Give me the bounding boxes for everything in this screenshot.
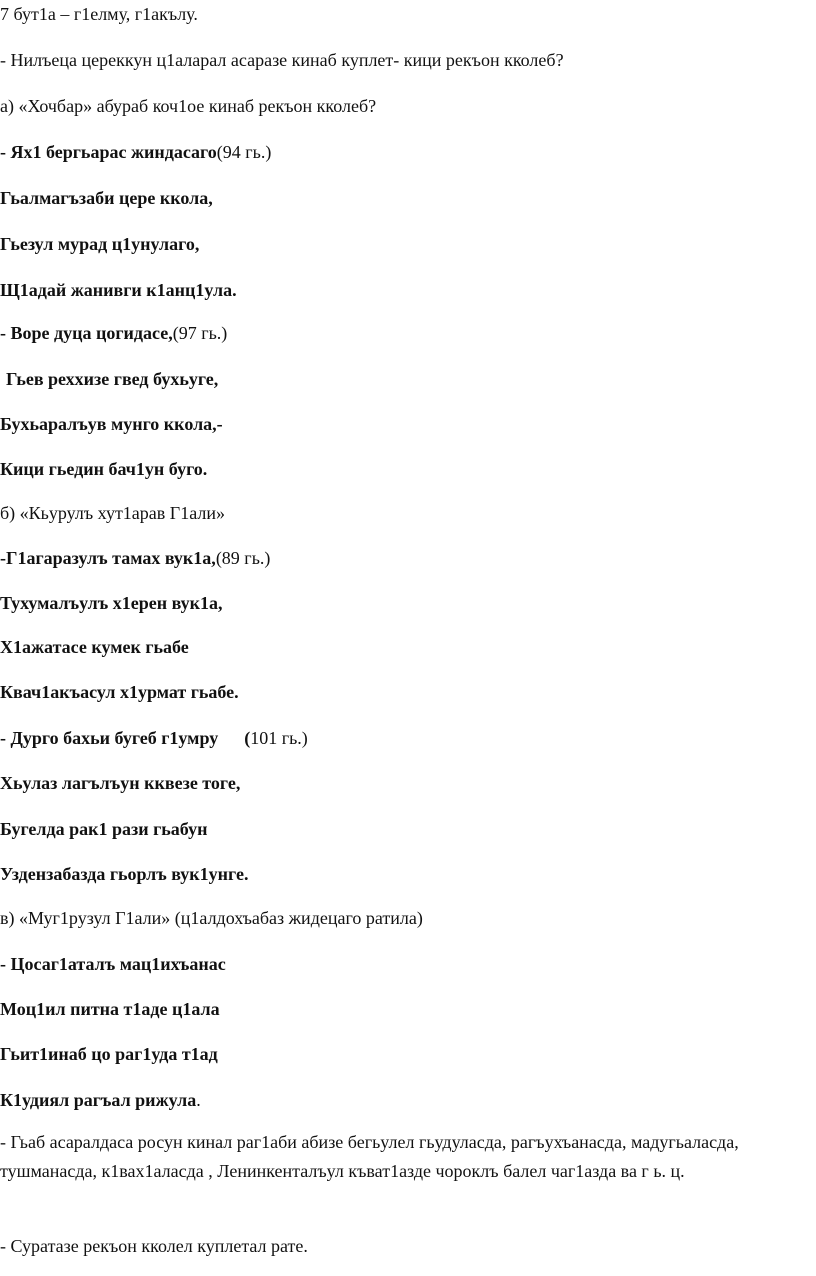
line-17-bold: - Дурго бахьи бугеб г1умру [0, 728, 219, 748]
line-13 [0, 547, 270, 569]
line-16: Квач1акъасул х1урмат гьабе. [0, 682, 239, 702]
line-2: - Нилъеца цереккун ц1аларал асаразе кинаб куплет- кици рекъон кколеб? [0, 50, 564, 70]
line-17 [0, 727, 308, 749]
line-10: Бухьаралъув мунго ккола,- [0, 414, 223, 434]
line-17-paren: ( [244, 728, 251, 748]
line-24: Гьит1инаб цо раг1уда т1ад [0, 1044, 218, 1064]
line-4-note: (94 гь.) [216, 142, 272, 162]
line-12: б) «Кьурулъ хут1арав Г1али» [0, 503, 225, 523]
line-14: Тухумалъулъ х1ерен вук1а, [0, 593, 223, 613]
line-25-bold: К1удиял рагъал рижула [0, 1090, 197, 1110]
line-22: - Цосаг1аталъ мац1ихъанас [0, 954, 226, 974]
line-21: в) «Муг1рузул Г1али» (ц1алдохъабаз жидецаго ратила) [0, 908, 423, 928]
line-8 [0, 322, 227, 344]
line-7: Щ1адай жанивги к1анц1ула. [0, 280, 237, 300]
line-23: Моц1ил питна т1аде ц1ала [0, 999, 220, 1019]
line-17-note: 101 гь.) [250, 728, 308, 748]
line-25-dot: . [196, 1090, 201, 1110]
line-5: Гьалмагъзаби цере ккола, [0, 188, 213, 208]
line-4 [0, 141, 271, 163]
line-20: Уздензабазда гьорлъ вук1унге. [0, 864, 249, 884]
line-6: Гьезул мурад ц1унулаго, [0, 234, 200, 254]
line-15: Х1ажатасе кумек гьабе [0, 637, 189, 657]
line-4-bold: - Ях1 бергьарас жиндасаго [0, 142, 217, 162]
line-25 [0, 1089, 201, 1111]
line-3: а) «Хочбар» абураб коч1ое кинаб рекъон кколеб? [0, 96, 377, 116]
paragraph-26: - Гьаб асаралдаса росун кинал раг1аби абизе бегьулел гьудуласда, рагъухъанасда, мадугьаласда, тушманасда, к1вах1аласда , Ленинкенталъул къват1азде чороклъ балел чаг1азда ва г ь. ц. [0, 1132, 739, 1181]
line-1: 7 бут1а – г1елму, г1акълу. [0, 4, 198, 24]
line-19: Бугелда рак1 рази гьабун [0, 819, 208, 839]
line-13-note: (89 гь.) [215, 548, 271, 568]
line-13-bold: -Г1агаразулъ тамах вук1а, [0, 548, 216, 568]
line-9: Гьев реххизе гвед бухьуге, [6, 369, 219, 389]
line-8-note: (97 гь.) [172, 323, 228, 343]
line-8-bold: - Воре дуца цогидасе, [0, 323, 173, 343]
line-11: Кици гьедин бач1ун буго. [0, 459, 208, 479]
line-27: - Суратазе рекъон кколел куплетал рате. [0, 1236, 308, 1256]
line-18: Хьулаз лагълъун кквезе тоге, [0, 773, 241, 793]
